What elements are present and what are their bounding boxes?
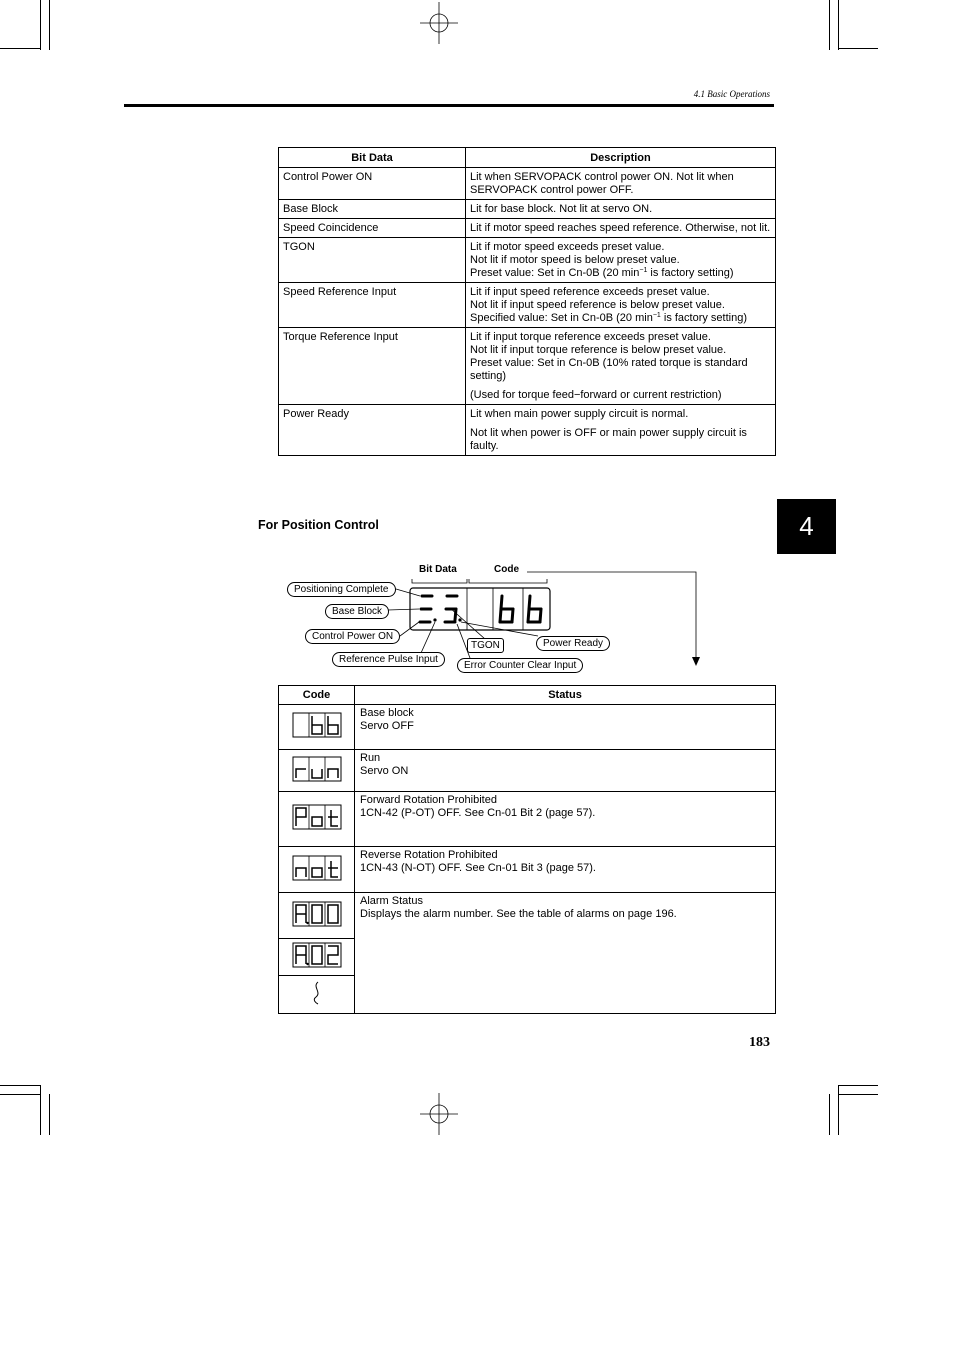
status-title: Run bbox=[360, 752, 381, 764]
bit-data-table bbox=[278, 147, 776, 456]
callout-error-counter-clear-input: Error Counter Clear Input bbox=[457, 658, 583, 673]
description-line: Not lit when power is OFF or main power supply circuit is faulty. bbox=[470, 427, 747, 452]
code-cell bbox=[279, 976, 355, 1014]
table-header-row bbox=[279, 148, 776, 168]
crop-mark bbox=[838, 1085, 839, 1135]
bit-name: Torque Reference Input bbox=[279, 328, 466, 405]
table-row bbox=[279, 168, 776, 200]
bit-description bbox=[466, 328, 776, 405]
registration-mark bbox=[418, 2, 460, 44]
table-row bbox=[279, 238, 776, 283]
section-title: For Position Control bbox=[258, 518, 379, 532]
display-bb-icon bbox=[292, 712, 342, 738]
running-header: 4.1 Basic Operations bbox=[693, 89, 770, 99]
bit-name: Control Power ON bbox=[279, 168, 466, 200]
continuation-tilde-icon bbox=[307, 980, 327, 1006]
description-line: Not lit if input torque reference is below preset value. bbox=[470, 344, 727, 356]
status-cell bbox=[355, 705, 776, 750]
display-pot-icon bbox=[292, 804, 342, 830]
callout-base-block: Base Block bbox=[325, 604, 389, 619]
status-cell bbox=[355, 893, 776, 1014]
bit-name: Base Block bbox=[279, 200, 466, 219]
description-text: is factory setting) bbox=[647, 267, 734, 279]
registration-mark bbox=[418, 1093, 460, 1135]
code-cell bbox=[279, 847, 355, 893]
table-row bbox=[279, 200, 776, 219]
status-cell bbox=[355, 792, 776, 847]
description-text: Specified value: Set in Cn-0B (20 min bbox=[470, 312, 653, 324]
crop-mark bbox=[40, 0, 41, 50]
callout-reference-pulse-input: Reference Pulse Input bbox=[332, 652, 445, 667]
table-row bbox=[279, 328, 776, 405]
display-a00-icon bbox=[292, 901, 342, 927]
code-label: Code bbox=[494, 564, 519, 575]
table-row bbox=[279, 705, 776, 750]
status-detail: Displays the alarm number. See the table of alarms on page 196. bbox=[360, 908, 677, 920]
chapter-tab: 4 bbox=[777, 499, 836, 554]
description-line: Lit if motor speed reaches speed reference. Otherwise, not lit. bbox=[470, 222, 771, 234]
description-line: Not lit if motor speed is below preset value. bbox=[470, 254, 680, 266]
crop-mark bbox=[0, 1094, 40, 1095]
code-cell bbox=[279, 939, 355, 976]
bit-description bbox=[466, 219, 776, 238]
crop-mark bbox=[838, 0, 839, 50]
status-title: Forward Rotation Prohibited bbox=[360, 794, 497, 806]
table-row bbox=[279, 792, 776, 847]
status-detail: 1CN-42 (P-OT) OFF. See Cn-01 Bit 2 (page 57). bbox=[360, 807, 596, 819]
description-line: Lit for base block. Not lit at servo ON. bbox=[470, 203, 653, 215]
status-detail: Servo OFF bbox=[360, 720, 414, 732]
bit-name: Power Ready bbox=[279, 405, 466, 456]
description-line: Lit when SERVOPACK control power ON. Not lit when SERVOPACK control power OFF. bbox=[470, 171, 734, 196]
description-line: Not lit if input speed reference is below preset value. bbox=[470, 299, 725, 311]
description-line bbox=[470, 312, 771, 325]
description-text: Preset value: Set in Cn-0B (20 min bbox=[470, 267, 640, 279]
status-title: Base block bbox=[360, 707, 414, 719]
description-text: is factory setting) bbox=[660, 312, 748, 324]
callout-positioning-complete: Positioning Complete bbox=[287, 582, 396, 597]
bit-name: Speed Reference Input bbox=[279, 283, 466, 328]
display-a02-icon bbox=[292, 942, 342, 968]
status-detail: Servo ON bbox=[360, 765, 409, 777]
callout-tgon: TGON bbox=[467, 638, 504, 653]
bit-description bbox=[466, 168, 776, 200]
crop-mark bbox=[0, 48, 40, 49]
column-header-code: Code bbox=[279, 686, 355, 705]
superscript: −1 bbox=[639, 267, 648, 274]
description-line: Lit when main power supply circuit is normal. bbox=[470, 408, 689, 420]
display-run-icon bbox=[292, 756, 342, 782]
description-line bbox=[470, 267, 771, 280]
callout-power-ready: Power Ready bbox=[536, 636, 610, 651]
table-row bbox=[279, 405, 776, 456]
description-line: Lit if input torque reference exceeds preset value. bbox=[470, 331, 711, 343]
bit-description bbox=[466, 238, 776, 283]
status-cell bbox=[355, 847, 776, 893]
table-row bbox=[279, 893, 776, 939]
description-line: Lit if input speed reference exceeds preset value. bbox=[470, 286, 710, 298]
bit-name: TGON bbox=[279, 238, 466, 283]
column-header-description: Description bbox=[466, 148, 776, 168]
status-title: Alarm Status bbox=[360, 895, 423, 907]
table-row bbox=[279, 847, 776, 893]
crop-mark bbox=[838, 1094, 878, 1095]
page-number: 183 bbox=[749, 1035, 770, 1050]
table-row bbox=[279, 750, 776, 792]
bit-description bbox=[466, 283, 776, 328]
status-title: Reverse Rotation Prohibited bbox=[360, 849, 498, 861]
crop-mark bbox=[49, 0, 50, 50]
description-line: (Used for torque feed−forward or current restriction) bbox=[470, 389, 722, 401]
callout-control-power-on: Control Power ON bbox=[305, 629, 400, 644]
code-cell bbox=[279, 750, 355, 792]
crop-mark bbox=[40, 1085, 41, 1135]
crop-mark bbox=[838, 1085, 878, 1086]
column-header-bit-data: Bit Data bbox=[279, 148, 466, 168]
header-rule bbox=[124, 104, 774, 107]
status-table bbox=[278, 685, 776, 1014]
crop-mark bbox=[829, 1094, 830, 1135]
code-cell bbox=[279, 705, 355, 750]
table-row bbox=[279, 283, 776, 328]
bit-data-label: Bit Data bbox=[419, 564, 457, 575]
code-cell bbox=[279, 893, 355, 939]
bit-description bbox=[466, 200, 776, 219]
table-header-row bbox=[279, 686, 776, 705]
superscript: −1 bbox=[652, 312, 661, 319]
code-cell bbox=[279, 792, 355, 847]
crop-mark bbox=[0, 1085, 40, 1086]
table-row bbox=[279, 219, 776, 238]
column-header-status: Status bbox=[355, 686, 776, 705]
display-not-icon bbox=[292, 855, 342, 881]
description-line: Preset value: Set in Cn-0B (10% rated torque is standard setting) bbox=[470, 357, 748, 382]
status-detail: 1CN-43 (N-OT) OFF. See Cn-01 Bit 3 (page 57). bbox=[360, 862, 596, 874]
crop-mark bbox=[49, 1094, 50, 1135]
status-cell bbox=[355, 750, 776, 792]
description-line: Lit if motor speed exceeds preset value. bbox=[470, 241, 665, 253]
bit-name: Speed Coincidence bbox=[279, 219, 466, 238]
bit-description bbox=[466, 405, 776, 456]
crop-mark bbox=[829, 0, 830, 50]
crop-mark bbox=[838, 48, 878, 49]
